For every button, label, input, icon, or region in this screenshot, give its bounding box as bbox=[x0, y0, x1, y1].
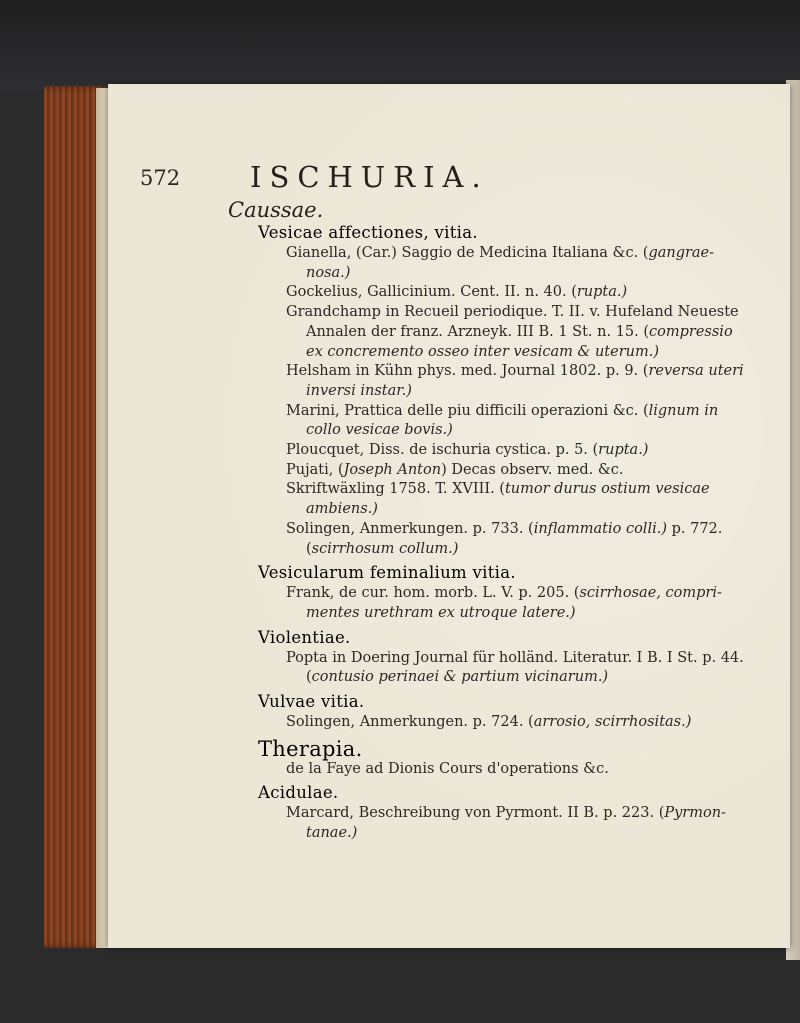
entry-text: Gockelius, Gallicinium. Cent. II. n. 40. ( bbox=[286, 284, 577, 301]
entry-text-after: ) Decas observ. med. &c. bbox=[441, 461, 624, 478]
entry-italic: arrosio, scirrhositas.) bbox=[533, 714, 692, 730]
entry-line bbox=[286, 442, 648, 458]
entry-italic: inversi instar.) bbox=[306, 382, 412, 399]
entry-italic: rupta.) bbox=[598, 442, 649, 458]
entry-italic: compressio bbox=[649, 323, 733, 340]
entry-text: Pujati, ( bbox=[286, 461, 344, 478]
entry-line bbox=[306, 501, 378, 517]
group-heading: Therapia. bbox=[258, 736, 363, 761]
entry-text: ( bbox=[306, 669, 312, 686]
group-heading: Vulvae vitia. bbox=[258, 692, 365, 711]
entry-italic: gangrae- bbox=[648, 245, 715, 261]
page-number: 572 bbox=[140, 166, 181, 190]
entry-text: Solingen, Anmerkungen. p. 724. ( bbox=[286, 714, 534, 730]
entry-italic: reversa uteri bbox=[648, 363, 744, 380]
entry-italic: scirrhosum collum.) bbox=[311, 540, 459, 557]
entry-italic: tumor durus ostium vesicae bbox=[504, 481, 710, 498]
entry-italic: ambiens.) bbox=[306, 501, 378, 518]
entry-text: Ploucquet, Diss. de ischuria cystica. p. 5. ( bbox=[286, 442, 599, 458]
group-heading: Vesicularum feminalium vitia. bbox=[258, 563, 516, 583]
entry-line bbox=[286, 462, 624, 478]
entry-text: Popta in Doering Journal für holländ. Literatur. I B. I St. p. 44. bbox=[286, 649, 744, 666]
entry-line bbox=[306, 265, 350, 281]
entry-italic: mentes urethram ex utroque latere.) bbox=[306, 604, 576, 621]
entry-line bbox=[306, 669, 608, 685]
entry-italic: tanae.) bbox=[306, 825, 358, 842]
running-title: ISCHURIA. bbox=[250, 160, 489, 194]
entry-text: Marcard, Beschreibung von Pyrmont. II B. p. 223. ( bbox=[286, 805, 665, 822]
entry-line bbox=[286, 363, 744, 379]
entry-text: ( bbox=[306, 540, 312, 557]
entry-text: de la Faye ad Dionis Cours d'operations &c. bbox=[286, 760, 609, 777]
group-heading: Acidulae. bbox=[258, 783, 339, 803]
entry-text-after: p. 772. bbox=[667, 520, 723, 537]
entry-line bbox=[286, 403, 718, 419]
entry-text: Frank, de cur. hom. morb. L. V. p. 205. ( bbox=[286, 585, 580, 602]
entry-line bbox=[286, 585, 722, 601]
entry-line bbox=[286, 650, 744, 666]
entry-text: Grandchamp in Recueil periodique. T. II. v. Hufeland Neueste bbox=[286, 304, 739, 321]
entry-italic: inflammatio colli.) bbox=[533, 520, 667, 537]
entry-line bbox=[286, 521, 722, 537]
entry-line bbox=[286, 714, 691, 730]
running-head bbox=[140, 160, 740, 196]
entry-line bbox=[286, 805, 726, 821]
entry-italic: ex concremento osseo inter vesicam & uterum.) bbox=[306, 343, 660, 360]
entry-italic: scirrhosae, compri- bbox=[579, 585, 722, 602]
entry-line bbox=[306, 541, 458, 557]
entry-italic: contusio perinaei & partium vicinarum.) bbox=[311, 669, 609, 686]
entry-italic: rupta.) bbox=[576, 284, 628, 301]
section-title: Caussae. bbox=[228, 198, 324, 222]
entry-italic: Joseph Anton bbox=[343, 461, 442, 478]
entry-text: Helsham in Kühn phys. med. Journal 1802. p. 9. ( bbox=[286, 363, 649, 380]
group-heading: Vesicae affectiones, vitia. bbox=[258, 223, 478, 242]
entry-italic: lignum in bbox=[648, 402, 719, 419]
entry-italic: collo vesicae bovis.) bbox=[306, 422, 453, 439]
entry-text: Gianella, (Car.) Saggio de Medicina Italiana &c. ( bbox=[286, 245, 649, 261]
entry-line bbox=[286, 245, 714, 261]
entry-italic: nosa.) bbox=[306, 264, 351, 281]
entry-line bbox=[306, 344, 659, 360]
entry-line bbox=[286, 284, 627, 300]
entry-line bbox=[306, 605, 576, 621]
entry-line bbox=[306, 383, 412, 399]
entry-italic: Pyrmon- bbox=[664, 805, 726, 822]
entry-line bbox=[286, 304, 739, 320]
entry-line bbox=[306, 324, 733, 340]
entry-line bbox=[306, 825, 357, 841]
entry-text: Annalen der franz. Arzneyk. III B. 1 St. n. 15. ( bbox=[306, 323, 650, 340]
entry-line bbox=[306, 422, 453, 438]
group-heading: Violentiae. bbox=[258, 627, 351, 647]
entry-text: Skriftwäxling 1758. T. XVIII. ( bbox=[286, 481, 505, 498]
entry-text: Marini, Prattica delle piu difficili operazioni &c. ( bbox=[286, 402, 649, 419]
entry-text: Solingen, Anmerkungen. p. 733. ( bbox=[286, 520, 534, 537]
entry-line bbox=[286, 761, 609, 777]
backdrop bbox=[0, 0, 800, 90]
entry-line bbox=[286, 481, 710, 497]
